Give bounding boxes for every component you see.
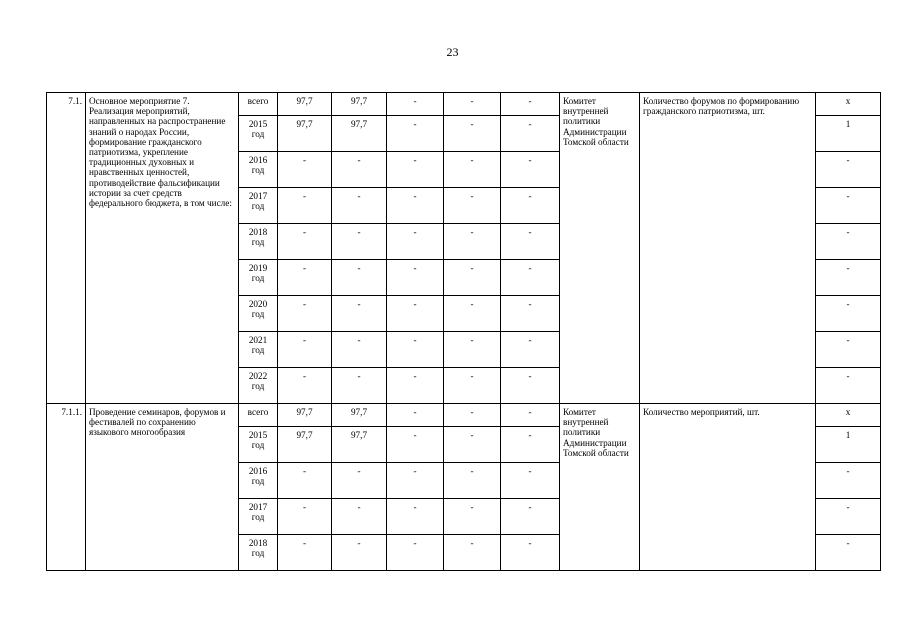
funding-other-cell: - [501,427,560,463]
indicator-value-cell: - [816,152,881,188]
funding-other-cell: - [501,188,560,224]
table-row [47,404,881,427]
indicator-name: Количество форумов по формированию гражданского патриотизма, шт. [640,93,816,404]
funding-total-cell: - [278,296,332,332]
indicator-name: Количество мероприятий, шт. [640,404,816,571]
funding-regional-cell: - [387,188,444,224]
funding-federal-cell: - [332,463,387,499]
period-cell: 2017 год [239,188,278,224]
funding-other-cell: - [501,368,560,404]
funding-regional-cell: - [387,116,444,152]
page-number: 23 [446,45,459,59]
funding-federal-cell: - [332,535,387,571]
funding-federal-cell: 97,7 [332,93,387,116]
funding-local-cell: - [444,116,501,152]
funding-total-cell: - [278,332,332,368]
period-cell: 2018 год [239,224,278,260]
funding-regional-cell: - [387,152,444,188]
executor: Комитет внутренней политики Администрации Томской области [560,93,640,404]
funding-federal-cell: - [332,332,387,368]
funding-other-cell: - [501,499,560,535]
funding-total-cell: - [278,499,332,535]
funding-local-cell: - [444,152,501,188]
indicator-value-cell: - [816,296,881,332]
funding-other-cell: - [501,463,560,499]
period-cell: 2020 год [239,296,278,332]
funding-local-cell: - [444,499,501,535]
funding-regional-cell: - [387,404,444,427]
funding-total-cell: - [278,260,332,296]
indicator-value-cell: x [816,404,881,427]
table-body [47,93,881,571]
period-cell: 2015 год [239,427,278,463]
funding-federal-cell: - [332,296,387,332]
funding-regional-cell: - [387,224,444,260]
indicator-value-cell: 1 [816,116,881,152]
funding-federal-cell: - [332,152,387,188]
funding-regional-cell: - [387,296,444,332]
funding-total-cell: 97,7 [278,427,332,463]
activity-name: Основное мероприятие 7. Реализация мероприятий, направленных на распространение знаний о народах России, формирование гражданского патриотизма, укрепление традиционных духовных и нравственных ценностей, противодействие фальсификации истории за счет средств федерального бюджета, в том числе: [86,93,239,404]
funding-total-cell: - [278,188,332,224]
funding-regional-cell: - [387,93,444,116]
funding-other-cell: - [501,116,560,152]
funding-regional-cell: - [387,499,444,535]
funding-local-cell: - [444,404,501,427]
period-cell: 2019 год [239,260,278,296]
funding-federal-cell: 97,7 [332,116,387,152]
funding-other-cell: - [501,93,560,116]
indicator-value-cell: x [816,93,881,116]
activity-name: Проведение семинаров, форумов и фестивалей по сохранению языкового многообразия [86,404,239,571]
indicator-value-cell: - [816,535,881,571]
activity-number: 7.1. [47,93,86,404]
funding-local-cell: - [444,93,501,116]
funding-total-cell: 97,7 [278,116,332,152]
indicator-value-cell: - [816,260,881,296]
funding-regional-cell: - [387,463,444,499]
program-activities-table [46,92,881,571]
indicator-value-cell: - [816,332,881,368]
period-cell: 2016 год [239,463,278,499]
funding-federal-cell: 97,7 [332,427,387,463]
funding-total-cell: 97,7 [278,93,332,116]
funding-local-cell: - [444,224,501,260]
funding-local-cell: - [444,463,501,499]
period-cell: 2015 год [239,116,278,152]
period-cell: 2021 год [239,332,278,368]
funding-other-cell: - [501,224,560,260]
funding-federal-cell: 97,7 [332,404,387,427]
funding-federal-cell: - [332,260,387,296]
funding-other-cell: - [501,332,560,368]
period-cell: 2016 год [239,152,278,188]
indicator-value-cell: - [816,224,881,260]
funding-regional-cell: - [387,260,444,296]
funding-regional-cell: - [387,368,444,404]
funding-local-cell: - [444,260,501,296]
indicator-value-cell: - [816,499,881,535]
funding-local-cell: - [444,368,501,404]
funding-federal-cell: - [332,224,387,260]
funding-total-cell: - [278,368,332,404]
period-cell: всего [239,404,278,427]
funding-regional-cell: - [387,427,444,463]
period-cell: 2022 год [239,368,278,404]
funding-total-cell: - [278,463,332,499]
funding-total-cell: 97,7 [278,404,332,427]
funding-local-cell: - [444,427,501,463]
period-cell: 2017 год [239,499,278,535]
period-cell: 2018 год [239,535,278,571]
table-row [47,93,881,116]
funding-other-cell: - [501,152,560,188]
funding-other-cell: - [501,404,560,427]
funding-other-cell: - [501,260,560,296]
funding-federal-cell: - [332,368,387,404]
activity-number: 7.1.1. [47,404,86,571]
indicator-value-cell: - [816,188,881,224]
period-cell: всего [239,93,278,116]
funding-federal-cell: - [332,499,387,535]
funding-local-cell: - [444,535,501,571]
funding-other-cell: - [501,296,560,332]
indicator-value-cell: 1 [816,427,881,463]
indicator-value-cell: - [816,368,881,404]
funding-total-cell: - [278,224,332,260]
funding-regional-cell: - [387,535,444,571]
executor: Комитет внутренней политики Администрации Томской области [560,404,640,571]
funding-local-cell: - [444,332,501,368]
funding-other-cell: - [501,535,560,571]
funding-regional-cell: - [387,332,444,368]
funding-local-cell: - [444,188,501,224]
funding-federal-cell: - [332,188,387,224]
indicator-value-cell: - [816,463,881,499]
funding-local-cell: - [444,296,501,332]
funding-total-cell: - [278,152,332,188]
funding-total-cell: - [278,535,332,571]
